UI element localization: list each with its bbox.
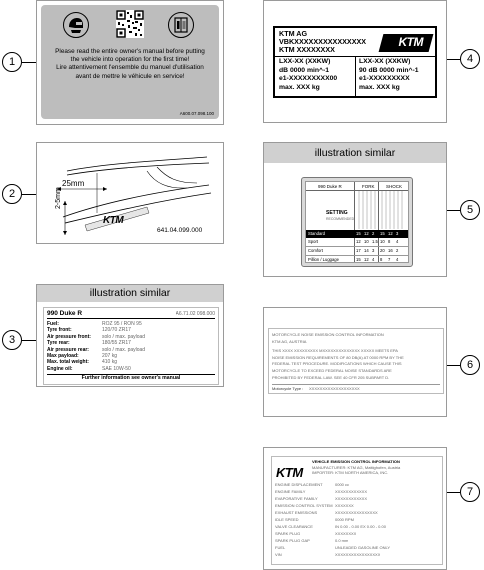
callout-7: 7 [460, 482, 480, 502]
leader-line-7 [447, 492, 460, 493]
tyre-label-title: 990 Duke R [47, 310, 83, 317]
tyre-label-card [43, 307, 219, 385]
emission-field-6: IDLE SPEED 0000 RPM [275, 517, 354, 522]
warning-text-line-4: avant de mettre le véhicule en service! [75, 72, 185, 80]
noise-line-1: MOTORCYCLE NOISE EMISSION CONTROL INFORMATION [272, 332, 384, 337]
emission-field-5: EXHAUST EMISSIONS XXXXXXXXXXXXXXXX [275, 510, 378, 515]
right-block-line-2: 90 dB 0000 min^-1 [359, 66, 419, 74]
warning-text-line-3: Lire attentivement l'ensemble du manuel d'utilisation [56, 64, 204, 72]
noise-line-6: MOTORCYCLE TO EXCEED FEDERAL NOISE STANDARDS ARE [272, 367, 392, 373]
left-block-line-3: e1-XXXXXXXXX00 [279, 75, 338, 82]
noise-line-4: NOISE EMISSION REQUIREMENTS OF 80 DB(A) AT 0000 RPM BY THE [272, 354, 404, 360]
callout-4: 4 [460, 49, 480, 69]
callout-5: 5 [460, 200, 480, 220]
sticker-part-number: 641.04.099.000 [157, 227, 203, 234]
label-panel-6 [263, 307, 447, 417]
emission-field-11: VIN XXXXXXXXXXXXXXXXX [275, 552, 381, 557]
emission-field-4: EMISSION CONTROL SYSTEM XXXXXXX [275, 503, 354, 508]
setting-sublabel: RECOMMENDED [326, 217, 355, 221]
right-block-line-4: max. XXX kg [359, 83, 400, 91]
emission-title: VEHICLE EMISSION CONTROL INFORMATION [312, 459, 400, 464]
setting-row-standard: Standard 15 12 2 15 12 3 [306, 230, 408, 238]
motorcycle-type-label: Motorcycle Type : [272, 386, 304, 391]
setting-row-sport: Sport 12 10 1.5 10 8 4 [306, 238, 408, 247]
col-shock: SHOCK [386, 184, 403, 189]
qr-code-icon [116, 10, 144, 38]
leader-line-1 [22, 62, 36, 63]
type-plate [273, 26, 437, 98]
warning-label [41, 5, 219, 119]
tyre-row-8: Engine oil: SAE 10W-50 [47, 365, 131, 372]
left-block-line-4: max. XXX kg [279, 83, 320, 91]
suspension-model: 990 Duke R [318, 184, 342, 189]
manufacturer-line: MANUFACTURER: KTM AG, Mattighofen, Austria [312, 465, 401, 470]
tyre-label-footer: Further information see owner's manual [81, 375, 181, 381]
callout-3: 3 [2, 330, 22, 350]
right-block-line-1: LXX-XX (XXKW) [359, 58, 411, 65]
label-panel-3 [36, 284, 224, 387]
helmet-rider-icon [63, 12, 89, 38]
tyre-row-6: Max payload: 207 kg [47, 352, 118, 359]
illustration-header: illustration similar [37, 285, 223, 302]
emission-field-9: SPARK PLUG GAP 0.0 mm [275, 538, 349, 543]
tyre-row-2: Tyre front: 120/70 ZR17 [47, 327, 131, 334]
callout-2: 2 [2, 184, 22, 204]
label-panel-1 [36, 0, 224, 125]
setting-row-comfort: Comfort 17 14 3 20 16 2 [306, 247, 408, 256]
emission-field-3: EVAPORATIVE FAMILY XXXXXXXXXXXX [275, 496, 368, 501]
manual-book-icon [168, 12, 194, 38]
emission-field-1: ENGINE DISPLACEMENT 0000 cc [275, 482, 350, 487]
leader-line-3 [22, 340, 36, 341]
tyre-label-part-no: A6.71.02 098.000 [175, 311, 215, 317]
leader-line-5 [447, 210, 460, 211]
tyre-row-5: Air pressure rear: solo / max. payload [47, 346, 146, 353]
callout-6: 6 [460, 355, 480, 375]
col-fork: FORK [362, 184, 375, 189]
tyre-row-1: Fuel: ROZ 95 / RON 95 [47, 321, 142, 327]
leader-line-4 [447, 59, 460, 60]
ktm-logo: KTM [398, 35, 423, 49]
ktm-logo: KTM [276, 465, 303, 480]
left-block-line-2: dB 0000 min^-1 [279, 66, 330, 74]
callout-1: 1 [2, 52, 22, 72]
noise-emission-label [268, 328, 444, 394]
motorcycle-type-value: XXXXXXXXXXXXXXXXXXX [309, 386, 360, 391]
type-field: KTM XXXXXXXX [279, 45, 335, 54]
left-block-line-1: LXX-XX (XXKW) [279, 58, 331, 65]
dimension-top: 25mm [62, 179, 85, 188]
emission-field-10: FUEL UNLEADED GASOLINE ONLY [275, 545, 391, 550]
label-panel-4 [263, 0, 447, 123]
company-name: KTM AG [279, 29, 308, 38]
warning-text-line-1: Please read the entire owner's manual before putting [55, 48, 205, 55]
emission-field-8: SPARK PLUG XXXXXXXX [275, 531, 357, 536]
leader-line-6 [447, 365, 460, 366]
right-block-line-3: e1-XXXXXXXXX [359, 75, 410, 82]
emission-control-label [271, 456, 443, 565]
tyre-row-3: Air pressure front: solo / max. payload [47, 333, 146, 340]
noise-line-2: KTM AG, AUSTRIA [272, 338, 307, 344]
label-panel-2 [36, 142, 224, 244]
illustration-header: illustration similar [264, 143, 446, 163]
tyre-row-4: Tyre rear: 180/55 ZR17 [47, 340, 131, 347]
suspension-label [301, 177, 413, 267]
dimension-side: 2-5mm [55, 187, 62, 209]
tyre-row-7: Max. total weight: 410 kg [47, 359, 118, 366]
warning-text-line-2: the vehicle into operation for the first time! [70, 56, 190, 64]
ktm-logo: KTM [103, 215, 124, 226]
vin-field: VBKXXXXXXXXXXXXXXX [279, 37, 367, 46]
label-panel-7 [263, 447, 447, 570]
warning-part-number: A600.07.098.100 [179, 111, 214, 116]
emission-field-7: VALVE CLEARANCE IN 0.00 - 0.00 EX 0.00 - 0.00 [275, 524, 386, 529]
importer-line: IMPORTER: KTM NORTH AMERICA, INC. [312, 470, 389, 475]
noise-line-7: PROHIBITED BY FEDERAL LAW. SEE 40 CFR 205 SUBPART D. [272, 374, 390, 380]
leader-line-2 [22, 194, 36, 195]
setting-row-pillion: Pillion / Luggage 15 12 4 8 7 4 [308, 257, 399, 262]
label-panel-5 [263, 142, 447, 277]
noise-line-5: FEDERAL TEST PROCEDURE. MODIFICATIONS WHICH CAUSE THIS [272, 361, 402, 367]
emission-field-2: ENGINE FAMILY XXXXXXXXXXXX [275, 489, 368, 494]
setting-label: SETTING [326, 210, 348, 216]
noise-line-3: THIS XXXX XXXXXXXXX MXXXXXXXXXXXXXX XXXXX MEETS EPA [272, 348, 398, 354]
